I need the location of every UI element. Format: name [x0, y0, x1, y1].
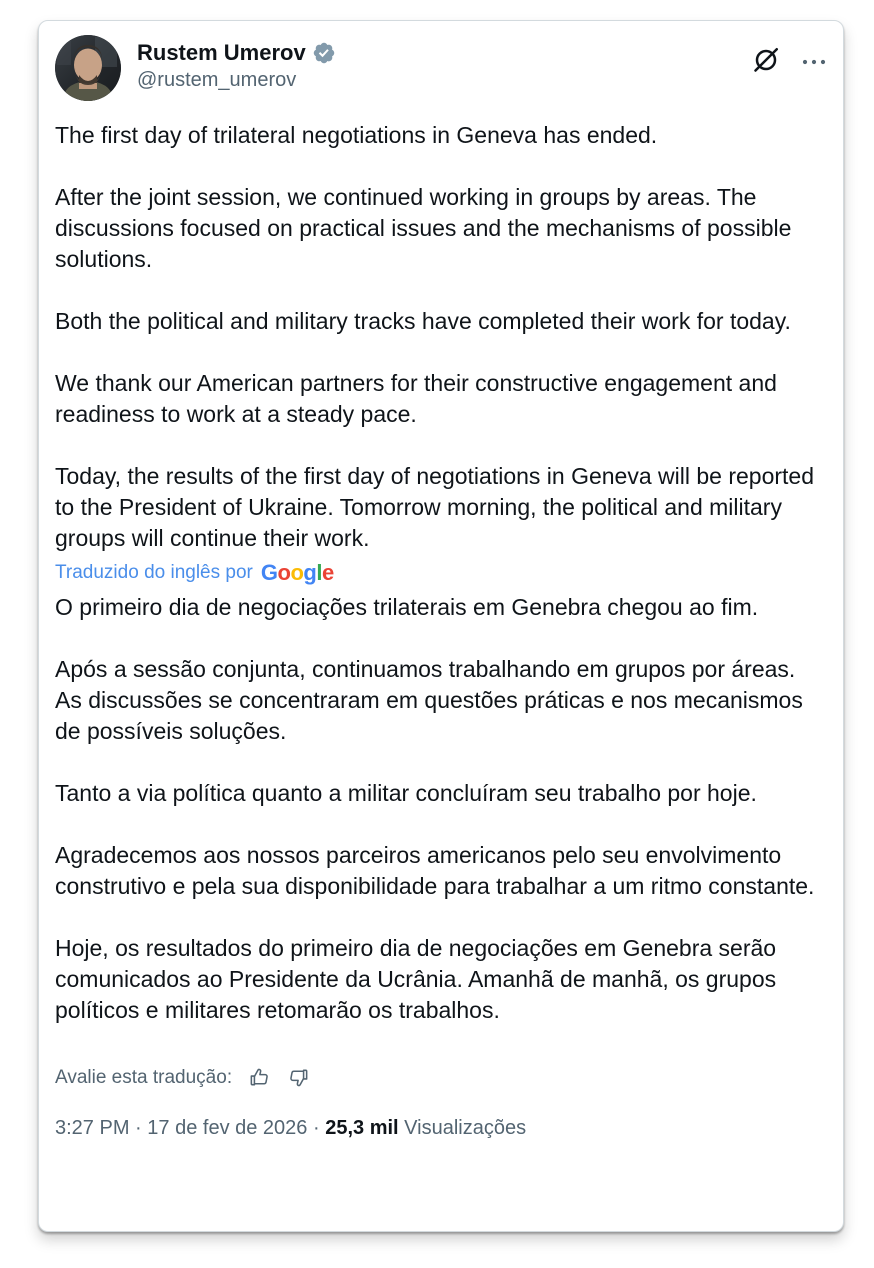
more-options-icon[interactable] — [801, 53, 827, 67]
avatar[interactable] — [55, 35, 121, 101]
google-logo-letter: e — [321, 560, 334, 585]
tweet-paragraph-translated: O primeiro dia de negociações trilaterais em Genebra chegou ao fim. — [55, 594, 759, 620]
meta-separator: · — [135, 1117, 142, 1139]
translation-attribution-label: Traduzido do inglês por — [55, 562, 253, 583]
tweet-paragraph: Today, the results of the first day of negotiations in Geneva will be reported to the President of Ukraine. Tomorrow morning, the political and military groups will continue their work. — [55, 463, 814, 551]
views-count: 25,3 mil — [325, 1117, 399, 1139]
rate-translation-label: Avalie esta tradução: — [55, 1066, 233, 1088]
tweet-paragraph-translated: Agradecemos aos nossos parceiros americanos pelo seu envolvimento construtivo e pela sua disponibilidade para trabalhar a um ritmo constante. — [55, 842, 815, 899]
google-logo-letter: g — [303, 560, 317, 585]
verified-badge-icon — [312, 41, 336, 65]
google-logo-letter: o — [277, 560, 291, 585]
rate-translation-row — [55, 1066, 827, 1089]
google-logo-letter: o — [290, 560, 304, 585]
tweet-meta-row — [55, 1116, 827, 1141]
avatar-photo — [55, 35, 121, 101]
user-names — [137, 35, 751, 92]
tweet-paragraph-translated: Tanto a via política quanto a militar concluíram seu trabalho por hoje. — [55, 780, 757, 806]
google-logo — [261, 561, 334, 585]
views-label: Visualizações — [404, 1117, 527, 1139]
tweet-paragraph: We thank our American partners for their constructive engagement and readiness to work at a steady pace. — [55, 370, 777, 427]
tweet-card — [38, 20, 844, 1232]
tweet-paragraph: The first day of trilateral negotiations in Geneva has ended. — [55, 122, 658, 148]
tweet-paragraph-translated: Após a sessão conjunta, continuamos trabalhando em grupos por áreas. As discussões se concentraram em questões práticas e nos mecanismos de possíveis soluções. — [55, 656, 803, 744]
tweet-header — [55, 35, 827, 101]
thumbs-down-icon[interactable] — [287, 1066, 310, 1089]
thumbs-up-icon[interactable] — [248, 1066, 271, 1089]
tweet-date: 17 de fev de 2026 — [147, 1117, 308, 1139]
tweet-time: 3:27 PM — [55, 1117, 130, 1139]
tweet-paragraph: Both the political and military tracks have completed their work for today. — [55, 308, 791, 334]
tweet-paragraph: After the joint session, we continued working in groups by areas. The discussions focused on practical issues and the mechanisms of possible solutions. — [55, 184, 792, 272]
tweet-text-original — [55, 120, 827, 554]
tweet-paragraph-translated: Hoje, os resultados do primeiro dia de negociações em Genebra serão comunicados ao Presidente da Ucrânia. Amanhã de manhã, os grupos políticos e militares retomarão os trabalhos. — [55, 935, 777, 1023]
tweet-text-translated — [55, 592, 827, 1026]
google-logo-letter: G — [260, 560, 278, 585]
grok-icon[interactable] — [751, 45, 781, 75]
display-name[interactable]: Rustem Umerov — [137, 40, 306, 65]
google-logo-letter: l — [316, 560, 322, 585]
meta-separator: · — [312, 1117, 320, 1139]
translation-attribution[interactable] — [55, 561, 827, 585]
header-actions — [751, 35, 827, 75]
user-handle[interactable]: @rustem_umerov — [137, 69, 297, 91]
